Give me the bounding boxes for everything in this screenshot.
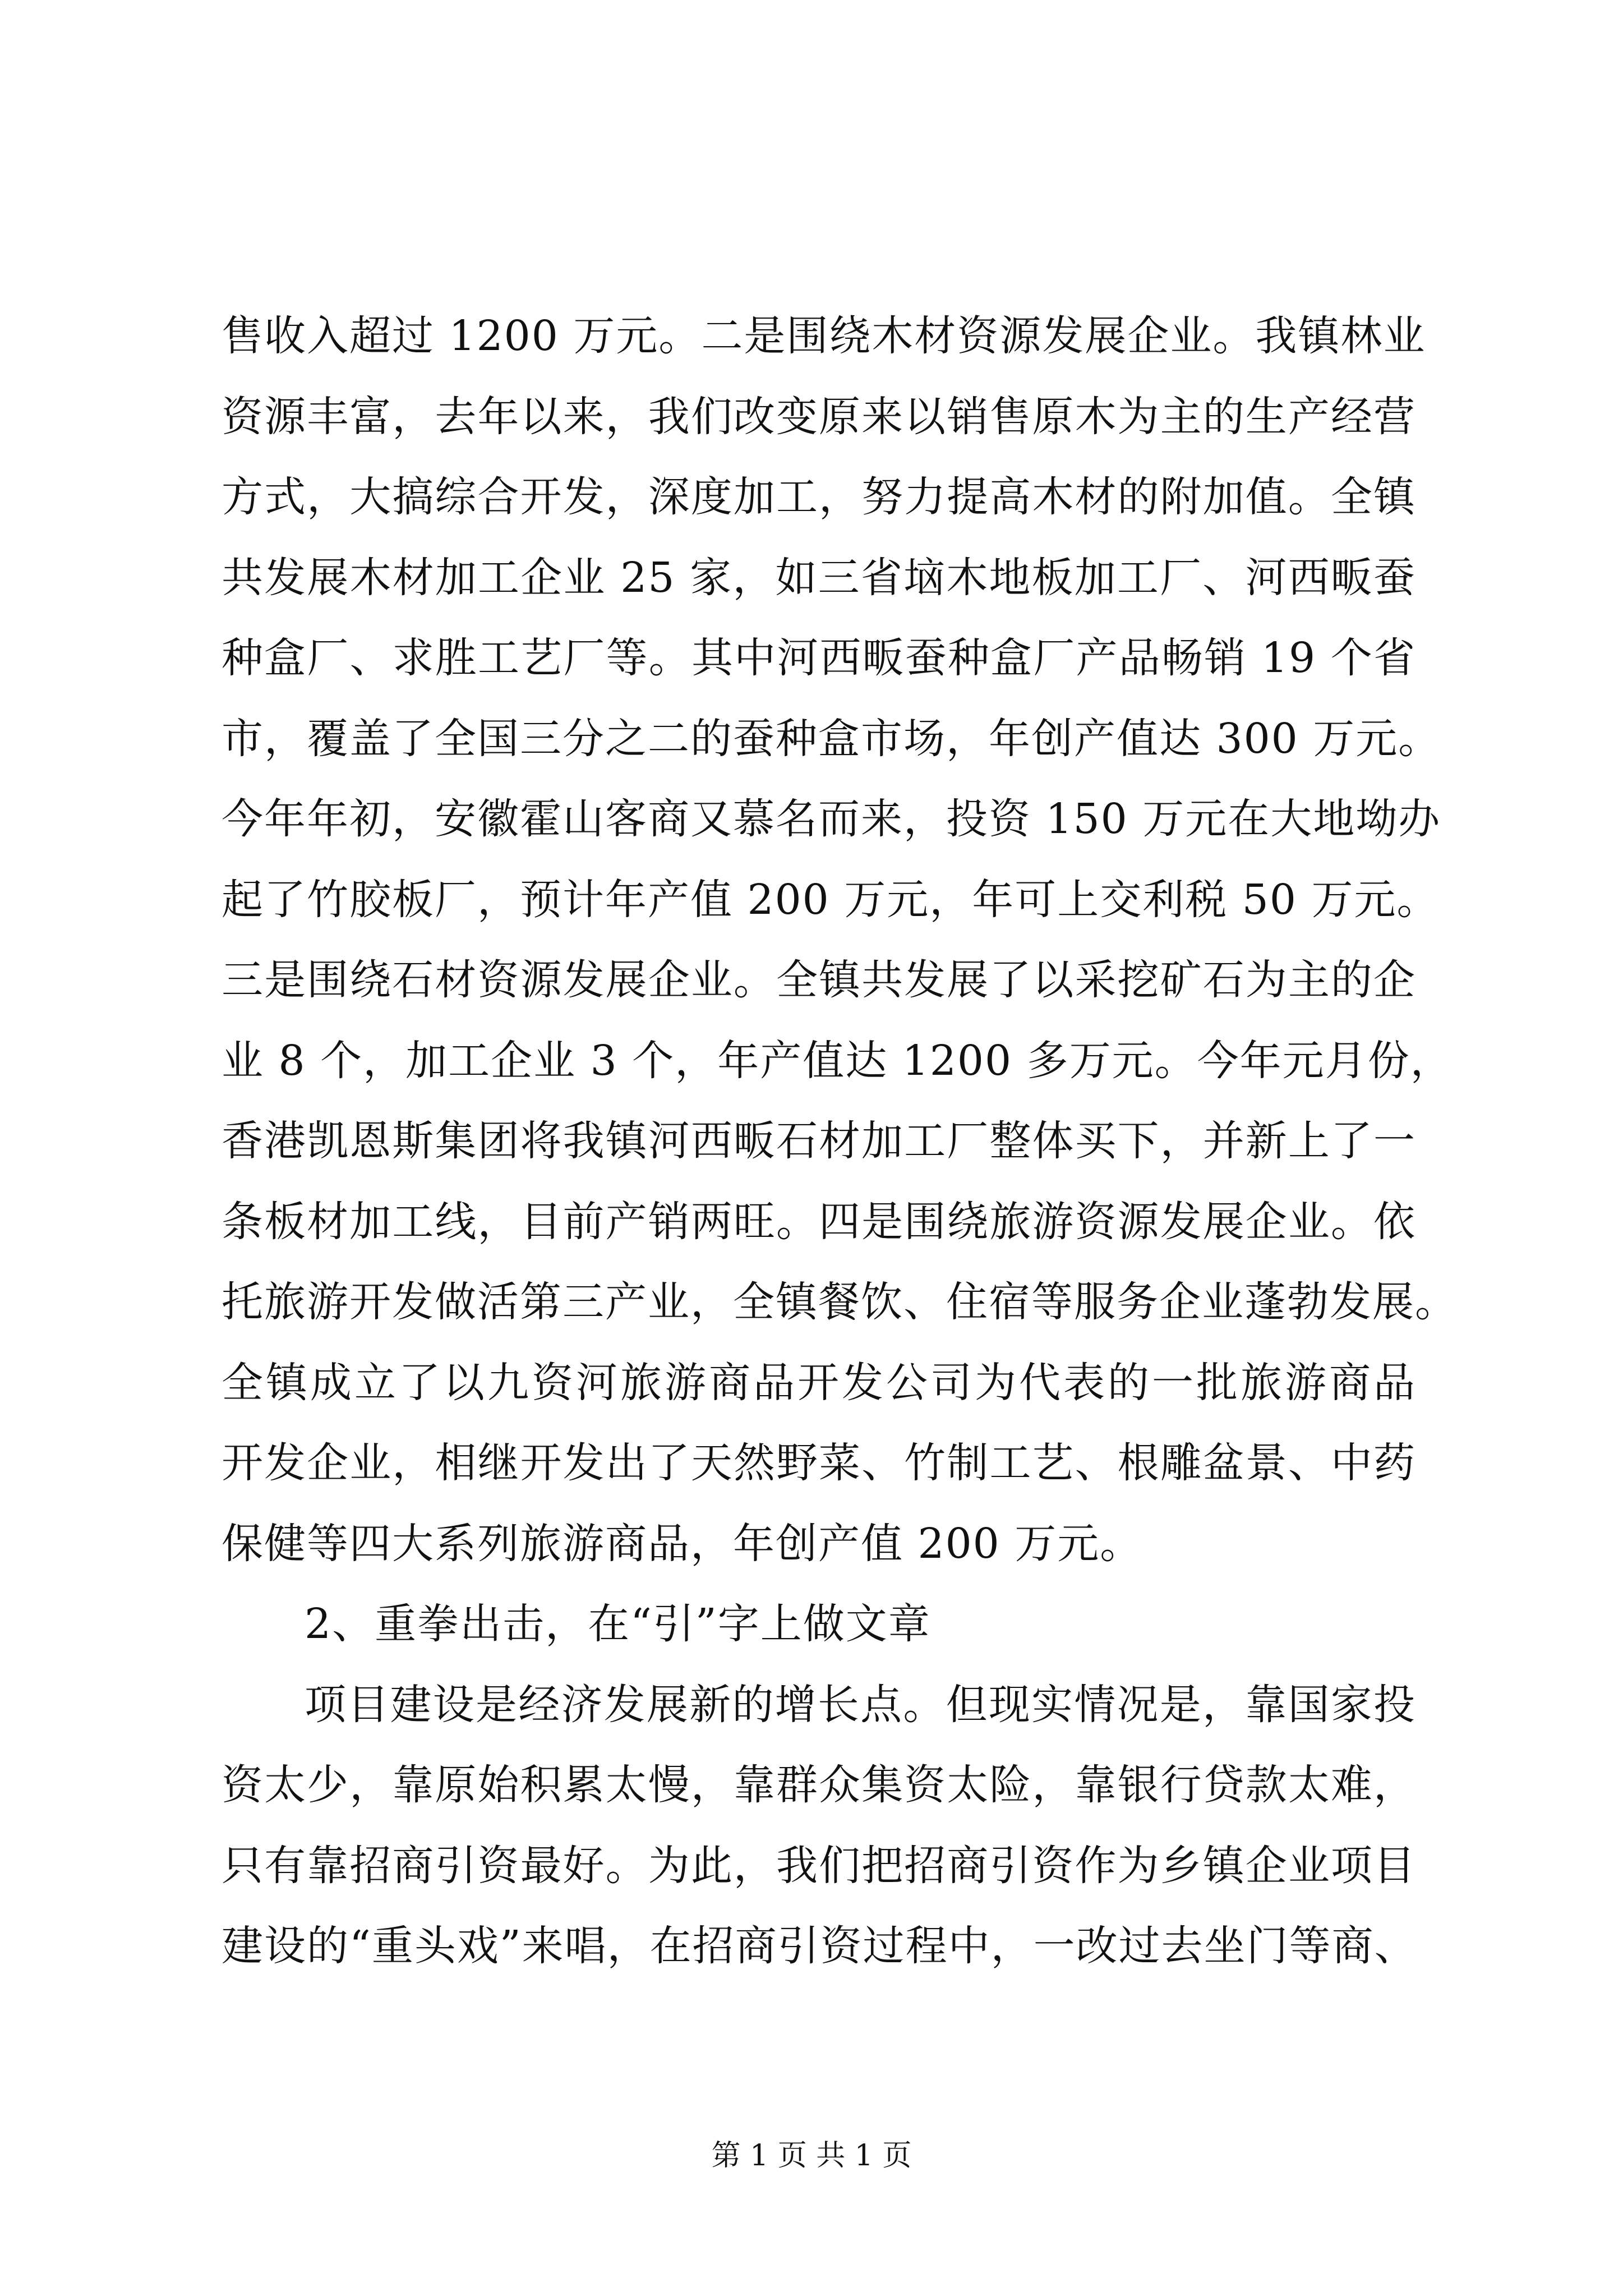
text-line: 保健等四大系列旅游商品，年创产值 200 万元。 bbox=[222, 1519, 1143, 1568]
text-line: 共发展木材加工企业 25 家，如三省垴木地板加工厂、河西畈蚕 bbox=[222, 553, 1416, 602]
text-line: 种盒厂、求胜工艺厂等。其中河西畈蚕种盒厂产品畅销 19 个省 bbox=[222, 634, 1416, 682]
text-line: 托旅游开发做活第三产业，全镇餐饮、住宿等服务企业蓬勃发展。 bbox=[222, 1278, 1458, 1326]
page-footer: 第 1 页 共 1 页 bbox=[711, 2139, 912, 2173]
text-line: 起了竹胶板厂，预计年产值 200 万元，年可上交利税 50 万元。 bbox=[222, 875, 1440, 924]
text-line: 业 8 个，加工企业 3 个，年产值达 1200 多万元。今年元月份， bbox=[222, 1036, 1453, 1085]
text-line: 开发企业，相继开发出了天然野菜、竹制工艺、根雕盆景、中药 bbox=[222, 1439, 1416, 1487]
text-line: 市，覆盖了全国三分之二的蚕种盒市场，年创产值达 300 万元。 bbox=[222, 714, 1441, 763]
text-line: 全镇成立了以九资河旅游商品开发公司为代表的一批旅游商品 bbox=[222, 1358, 1416, 1407]
text-line: 只有靠招商引资最好。为此，我们把招商引资作为乡镇企业项目 bbox=[222, 1841, 1416, 1890]
text-line: 建设的“重头戏”来唱，在招商引资过程中，一改过去坐门等商、 bbox=[222, 1922, 1417, 1970]
section-heading: 2、重拳出击，在“引”字上做文章 bbox=[305, 1600, 931, 1648]
body-text bbox=[222, 296, 1458, 1987]
text-line: 资源丰富，去年以来，我们改变原来以销售原木为主的生产经营 bbox=[222, 392, 1416, 441]
text-line: 香港凯恩斯集团将我镇河西畈石材加工厂整体买下，并新上了一 bbox=[222, 1117, 1416, 1165]
text-line: 资太少，靠原始积累太慢，靠群众集资太险，靠银行贷款太难， bbox=[222, 1761, 1416, 1809]
text-line: 方式，大搞综合开发，深度加工，努力提高木材的附加值。全镇 bbox=[222, 473, 1416, 521]
text-line: 今年年初，安徽霍山客商又慕名而来，投资 150 万元在大地坳办 bbox=[222, 795, 1441, 843]
text-line: 项目建设是经济发展新的增长点。但现实情况是，靠国家投 bbox=[305, 1680, 1416, 1729]
text-line: 三是围绕石材资源发展企业。全镇共发展了以采挖矿石为主的企 bbox=[222, 956, 1416, 1004]
text-line: 售收入超过 1200 万元。二是围绕木材资源发展企业。我镇林业 bbox=[222, 312, 1426, 360]
text-line: 条板材加工线，目前产销两旺。四是围绕旅游资源发展企业。依 bbox=[222, 1197, 1416, 1246]
